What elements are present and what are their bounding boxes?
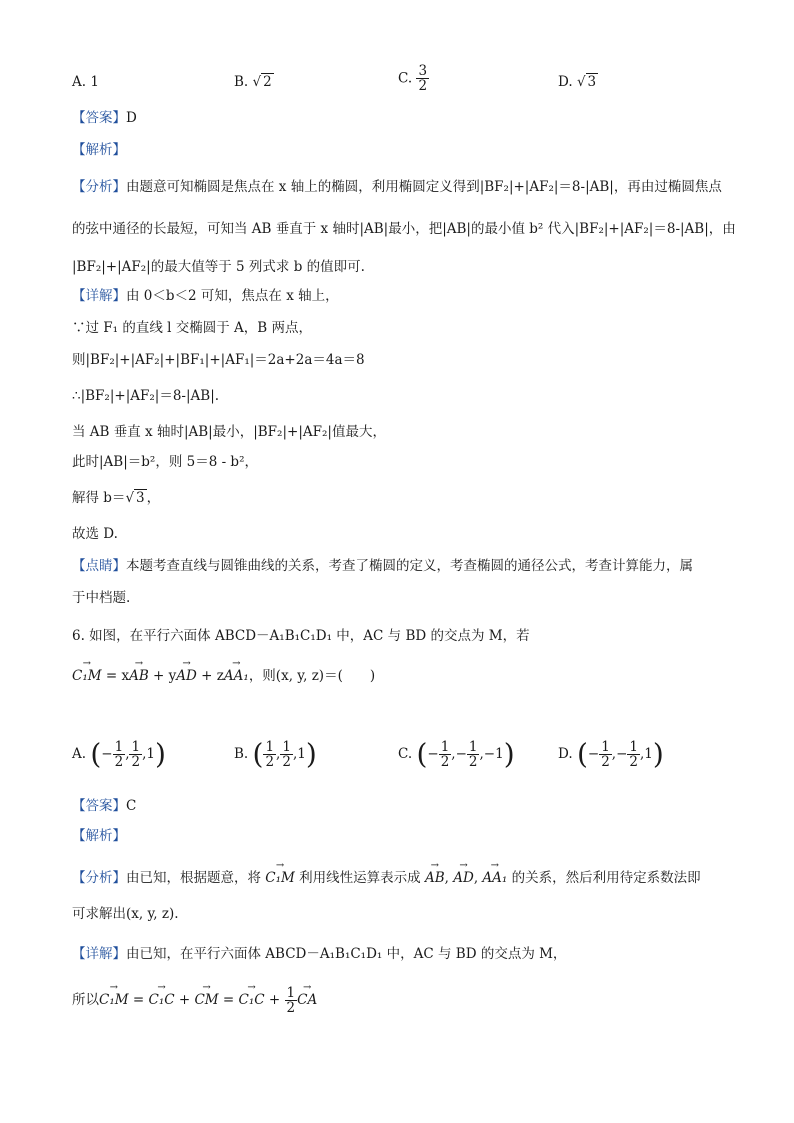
q6-option-b — [234, 737, 317, 771]
left-paren: ( — [90, 737, 102, 771]
q5-detail-line8: 故选 D. — [72, 526, 118, 542]
q6-stem-line1: 6. 如图，在平行六面体 ABCD－A₁B₁C₁D₁ 中，AC 与 BD 的交点为 M，若 — [72, 628, 530, 644]
fraction: $\frac{1}{2}$ — [440, 739, 450, 770]
q6-stem-text: + y — [148, 668, 177, 684]
q6-option-b-label: B. — [234, 746, 249, 762]
detail-text: 所以 — [72, 992, 99, 1008]
fraction: $\frac{3}{2}$ — [418, 63, 428, 94]
q5-detail-line7 — [72, 488, 160, 508]
q6-option-c-label: C. — [398, 746, 413, 762]
analysis-text: 由题意可知椭圆是焦点在 x 轴上的椭圆，利用椭圆定义得到|BF₂|+|AF₂|＝8-|AB|，再由过椭圆焦点 — [126, 179, 722, 195]
comment-tag: 【点睛】 — [72, 558, 126, 574]
fraction: $\frac{1}{2}$ — [601, 739, 610, 770]
vector: → AB — [129, 660, 149, 686]
detail-solve-prefix: 解得 b＝ — [72, 490, 126, 506]
q6-option-a-label: A. — [72, 746, 87, 762]
q6-option-c — [398, 737, 515, 771]
vector: → CA — [297, 984, 317, 1010]
vector: → C₁M — [99, 984, 129, 1010]
sep: ,− — [611, 746, 628, 762]
q5-detail-line1 — [72, 286, 339, 306]
right-paren: ) — [305, 737, 317, 771]
sign: − — [587, 746, 600, 762]
analysis-text: , — [473, 870, 483, 886]
vector: → AA₁ — [482, 862, 507, 888]
left-paren: ( — [416, 737, 428, 771]
fraction: $\frac{1}{2}$ — [629, 739, 638, 770]
vector: → C₁C — [148, 984, 174, 1010]
detail-tag: 【详解】 — [72, 288, 126, 304]
eq: = — [218, 992, 239, 1008]
fraction: $\frac{1}{2}$ — [468, 739, 478, 770]
q5-option-d — [558, 72, 598, 92]
sqrt-symbol: √ 2 — [252, 74, 272, 90]
analysis-text: , — [444, 870, 454, 886]
sign: − — [427, 746, 439, 762]
q6-option-d-label: D. — [558, 746, 573, 762]
q5-detail-line6: 此时|AB|＝b²，则 5＝8 - b²， — [72, 454, 258, 470]
q6-stem-text: ，则(x, y, z)＝( ) — [248, 668, 376, 684]
vector: → AB — [425, 862, 445, 888]
q5-option-c-label: C. — [398, 70, 413, 87]
answer-value: C — [126, 798, 137, 814]
sign: − — [101, 746, 113, 762]
sep: , — [276, 746, 281, 762]
left-paren: ( — [252, 737, 264, 771]
q5-detail-line5: 当 AB 垂直 x 轴时|AB|最小，|BF₂|+|AF₂|值最大， — [72, 424, 386, 440]
answer-value: D — [126, 110, 137, 126]
q5-explain-tag: 【解析】 — [72, 142, 126, 158]
q6-stem-text: + z — [196, 668, 224, 684]
q5-answer — [72, 108, 137, 128]
eq: = — [128, 992, 149, 1008]
vector: → AD — [453, 862, 474, 888]
fraction: $\frac{1}{2}$ — [114, 739, 124, 770]
detail-text: 由 0＜b＜2 可知，焦点在 x 轴上， — [126, 288, 339, 304]
q5-option-a: A. 1 — [72, 74, 99, 90]
analysis-tag: 【分析】 — [72, 179, 126, 195]
fraction: $\frac{1}{2}$ — [286, 985, 296, 1016]
analysis-tag: 【分析】 — [72, 870, 126, 886]
analysis-text: 利用线性运算表示成 — [294, 870, 425, 886]
detail-text: 由已知，在平行六面体 ABCD－A₁B₁C₁D₁ 中，AC 与 BD 的交点为 M， — [126, 946, 567, 962]
plus: + — [264, 992, 285, 1008]
q5-comment-line2: 于中档题. — [72, 590, 131, 606]
tail: ,1 — [639, 746, 653, 762]
answer-tag: 【答案】 — [72, 798, 126, 814]
right-paren: ) — [503, 737, 515, 771]
sqrt-symbol: √ 3 — [576, 74, 597, 90]
q5-option-b — [234, 72, 274, 92]
q6-answer — [72, 796, 136, 816]
vector: → CM — [194, 984, 218, 1010]
right-paren: ) — [154, 737, 166, 771]
fraction: $\frac{1}{2}$ — [282, 739, 291, 770]
q5-option-c — [398, 64, 429, 93]
sqrt-symbol: √ 3 — [125, 490, 145, 506]
comment-text: 本题考查直线与圆锥曲线的关系，考查了椭圆的定义，考查椭圆的通径公式，考查计算能力，属 — [126, 558, 693, 574]
fraction: $\frac{1}{2}$ — [131, 739, 141, 770]
q5-detail-line2: ∵过 F₁ 的直线 l 交椭圆于 A，B 两点， — [72, 320, 313, 336]
analysis-text: 由已知，根据题意，将 — [126, 870, 266, 886]
left-paren: ( — [576, 737, 588, 771]
q6-explain-tag: 【解析】 — [72, 828, 126, 844]
plus: + — [174, 992, 195, 1008]
vector: → C₁C — [239, 984, 265, 1010]
vector: → C₁M — [72, 660, 102, 686]
right-paren: ) — [652, 737, 664, 771]
vector: → AD — [176, 660, 197, 686]
fraction: $\frac{1}{2}$ — [265, 739, 275, 770]
q6-stem-text: = x — [101, 668, 130, 684]
q6-analysis-line1 — [72, 862, 701, 888]
detail-solve-suffix: ， — [146, 490, 161, 506]
detail-tag: 【详解】 — [72, 946, 126, 962]
q5-analysis-line3: |BF₂|+|AF₂|的最大值等于 5 列式求 b 的值即可. — [72, 259, 365, 275]
q5-comment-line1 — [72, 556, 693, 576]
vector: → C₁M — [265, 862, 295, 888]
vector: → AA₁ — [224, 660, 249, 686]
tail: ,1 — [292, 746, 306, 762]
analysis-text: 的关系，然后利用待定系数法即 — [507, 870, 701, 886]
q5-analysis-line1 — [72, 177, 722, 197]
q6-detail-line1 — [72, 944, 566, 964]
q6-stem-line2 — [72, 660, 375, 686]
q5-option-d-label: D. — [558, 74, 573, 90]
answer-tag: 【答案】 — [72, 110, 126, 126]
tail: ,1 — [142, 746, 155, 762]
q6-option-d — [558, 737, 664, 771]
q5-detail-line3: 则|BF₂|+|AF₂|+|BF₁|+|AF₁|＝2a+2a＝4a＝8 — [72, 352, 365, 368]
sep: , — [125, 746, 130, 762]
q5-analysis-line2: 的弦中通径的长最短，可知当 AB 垂直于 x 轴时|AB|最小，把|AB|的最小值 b² 代入|BF₂|+|AF₂|＝8-|AB|，由 — [72, 221, 736, 237]
q6-detail-line2 — [72, 984, 317, 1015]
q6-analysis-line2: 可求解出(x, y, z). — [72, 906, 179, 922]
q6-option-a — [72, 737, 166, 771]
q5-detail-line4: ∴|BF₂|+|AF₂|＝8-|AB|. — [72, 388, 220, 404]
tail: ,−1 — [479, 746, 504, 762]
q5-option-b-label: B. — [234, 74, 249, 90]
sep: ,− — [451, 746, 467, 762]
